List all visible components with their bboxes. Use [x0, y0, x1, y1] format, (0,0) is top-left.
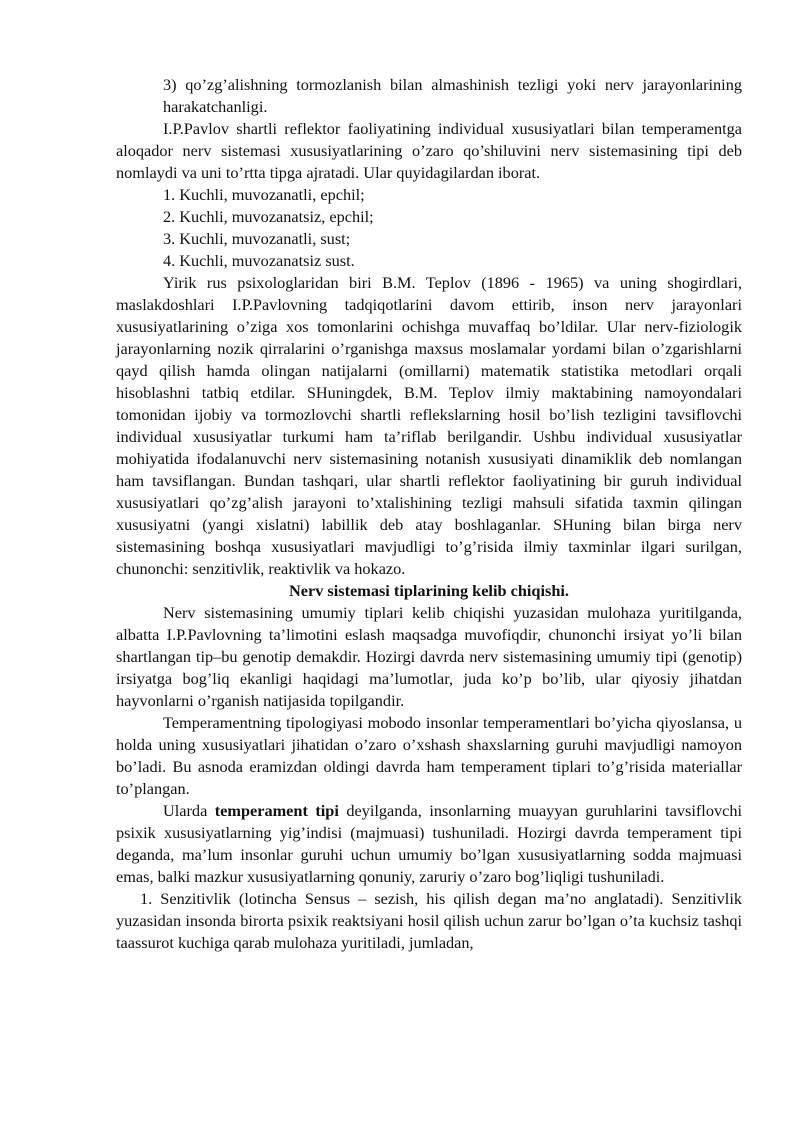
paragraph-origin: Nerv sistemasining umumiy tiplari kelib chiqishi yuzasidan mulohaza yuritilganda, albatta I.P.Pavlovning ta’limotini eslash maqsadga muvofiqdir, chunonchi irsiyat yo’li bilan shartlangan tip–bu genotip demakdir. Hozirgi davrda nerv sistemasining umumiy tipi (genotip) irsiyatga bog’liq ekanligi haqidagi ma’lumotlar, juda ko’p bo’lib, ular qiyosiy jihatdan hayvonlarni o’rganish natijasida topilgandir. — [116, 603, 742, 710]
section-heading: Nerv sistemasi tiplarining kelib chiqishi. — [289, 581, 569, 600]
list-item: 4. Kuchli, muvozanatsiz sust. — [163, 251, 355, 270]
paragraph-pavlov: I.P.Pavlov shartli reflektor faoliyatining individual xususiyatlari bilan temperamentga aloqador nerv sistemasi xususiyatlarining o’zaro qo’shiluvini nerv sistemasining tipi deb nomlaydi va uni to’rtta tipga ajratadi. Ular quyidagilardan iborat. — [116, 119, 742, 182]
paragraph-senzitivlik: 1. Senzitivlik (lotincha Sensus – sezish, his qilish degan ma’no anglatadi). Senzitivlik yuzasidan insonda birorta psixik reaktsiyani hosil qilish uchun zarur bo’lgan o’ta kuchsiz tashqi taassurot kuchiga qarab mulohaza yuritiladi, jumladan, — [116, 889, 742, 952]
text-run: Ularda — [163, 801, 215, 820]
document-page — [116, 74, 742, 954]
list-item: 1. Kuchli, muvozanatli, epchil; — [163, 185, 365, 204]
text-run: deyilganda, insonlarning muayyan guruhlarini tavsiflovchi psixik xususiyatlarning yig’indisi (majmuasi) tushuniladi. Hozirgi davrda temperament tipi deganda, ma’lum insonlar guruhi uchun umumiy bo’lgan xususiyatlarning sodda majmuasi emas, balki mazkur xususiyatlarning qonuniy, zaruriy o’zaro bog’liqligi tushuniladi. — [116, 801, 743, 886]
paragraph-item-3: 3) qo’zg’alishning tormozlanish bilan almashinish tezligi yoki nerv jarayonlarining harakatchanligi. — [163, 75, 742, 116]
paragraph-temperament-type — [116, 800, 742, 888]
paragraph-teplov: Yirik rus psixologlaridan biri B.M. Teplov (1896 - 1965) va uning shogirdlari, maslakdoshlari I.P.Pavlovning tadqiqotlarini davom ettirib, inson nerv jarayonlari xususiyatlarining o’ziga xos tomonlarini ochishga muvaffaq bo’ldilar. Ular nerv-fiziologik jarayonlarning nozik qirralarini o’rganishga maxsus moslamalar yordami bilan o’zgarishlarni qayd qilish hamda olingan natijalarni (omillarni) matematik statistika metodlari orqali hisoblashni tatbiq etdilar. SHuningdek, B.M. Teplov ilmiy maktabining namoyondalari tomonidan ijobiy va tormozlovchi shartli reflekslarning hosil bo’lish tezligini tavsiflovchi individual xususiyatlar turkumi ham ta’riflab berilgandir. Ushbu individual xususiyatlar mohiyatida ifodalanuvchi nerv sistemasining notanish xususiyati dinamiklik deb nomlangan ham tavsiflangan. Bundan tashqari, ular shartli reflektor faoliyatining bir guruh individual xususiyatlari qo’zg’alish jarayoni to’xtalishining tezligi mahsuli sifatida taxmin qilingan xususiyatni (yangi xislatni) labillik deb atay boshlaganlar. SHuning bilan birga nerv sistemasining boshqa xususiyatlari mavjudligi to’g’risida ilmiy taxminlar ilgari surilgan, chunonchi: senzitivlik, reaktivlik va hokazo. — [116, 273, 742, 578]
list-item: 2. Kuchli, muvozanatsiz, epchil; — [163, 207, 374, 226]
bold-term: temperament tipi — [214, 801, 339, 820]
paragraph-typology: Temperamentning tipologiyasi mobodo insonlar temperamentlari bo’yicha qiyoslansa, u holda uning xususiyatlari jihatidan o’zaro o’xshash shaxslarning guruhi mavjudligi namoyon bo’ladi. Bu asnoda eramizdan oldingi davrda ham temperament tiplari to’g’risida materiallar to’plangan. — [116, 713, 742, 798]
list-item: 3. Kuchli, muvozanatli, sust; — [163, 229, 351, 248]
